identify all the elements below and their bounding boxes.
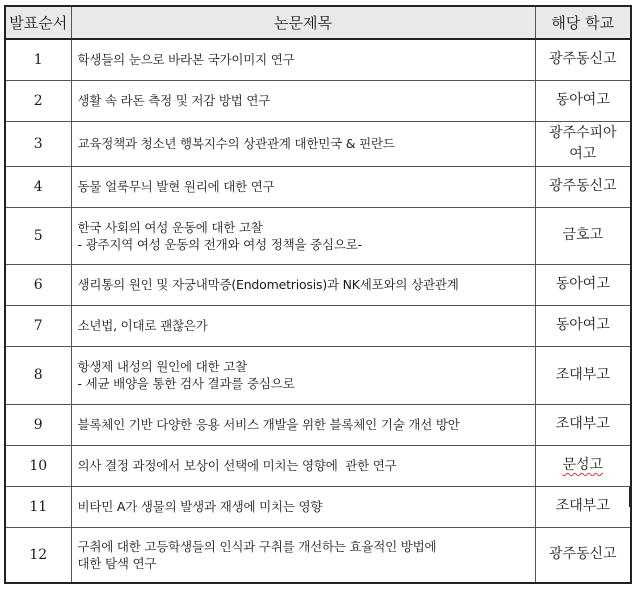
header-school: 해당 학교 xyxy=(535,6,631,39)
school-name xyxy=(535,39,631,80)
table-row xyxy=(5,527,631,583)
table-row xyxy=(5,80,631,121)
paper-title-line: - 광주지역 여성 운동의 전개와 여성 정책을 중심으로- xyxy=(77,236,362,252)
paper-title xyxy=(71,404,535,445)
school-name-line: 여고 xyxy=(569,145,597,162)
row-number: 8 xyxy=(5,346,71,404)
paper-title-line: 동물 얼룩무늬 발현 원리에 대한 연구 xyxy=(77,179,275,194)
paper-title xyxy=(71,445,535,486)
school-name-line: 동아여고 xyxy=(555,317,610,333)
row-number: 2 xyxy=(5,80,71,121)
table-edge-mark xyxy=(629,487,631,507)
paper-title xyxy=(71,264,535,305)
paper-title-line: 교육정책과 청소년 행복지수의 상관관계 대한민국 & 핀란드 xyxy=(77,136,395,151)
paper-title xyxy=(71,166,535,207)
header-title: 논문제목 xyxy=(71,6,535,39)
paper-title-line: 대한 탐색 연구 xyxy=(77,555,157,571)
table-header-row xyxy=(5,6,631,39)
school-name-line: 동아여고 xyxy=(555,92,610,108)
school-name-line: 조대부고 xyxy=(555,366,610,383)
table-row xyxy=(5,39,631,80)
school-name xyxy=(535,445,631,486)
school-name xyxy=(535,80,631,121)
row-number: 3 xyxy=(5,121,71,166)
school-name-line: 광주동신고 xyxy=(548,51,617,68)
row-number: 1 xyxy=(5,39,71,80)
row-number: 12 xyxy=(5,527,71,583)
school-name xyxy=(535,404,631,445)
school-name xyxy=(535,264,631,305)
paper-title-line: 구취에 대한 고등학생들의 인식과 구취를 개선하는 효율적인 방법에 xyxy=(77,538,437,554)
paper-title xyxy=(71,39,535,80)
paper-title-line: 의사 결정 과정에서 보상이 선택에 미치는 영향에 관한 연구 xyxy=(77,458,397,473)
table-row xyxy=(5,404,631,445)
table-row xyxy=(5,305,631,346)
paper-title-line: 한국 사회의 여성 운동에 대한 고찰 xyxy=(77,219,263,235)
table-row xyxy=(5,166,631,207)
table-row xyxy=(5,207,631,264)
school-name xyxy=(535,166,631,207)
school-name xyxy=(535,121,631,166)
row-number: 5 xyxy=(5,207,71,264)
table-row xyxy=(5,121,631,166)
school-name-line: 동아여고 xyxy=(555,276,610,292)
school-name-line: 광주수피아 xyxy=(548,124,617,141)
school-name-line: 조대부고 xyxy=(555,416,610,432)
paper-title-line: 생리통의 원인 및 자궁내막증(Endometriosis)과 NK세포와의 상관관계 xyxy=(77,277,459,292)
presentation-schedule-table xyxy=(4,5,632,584)
row-number: 6 xyxy=(5,264,71,305)
paper-title-line: 생활 속 라돈 측정 및 저감 방법 연구 xyxy=(77,93,271,108)
paper-title-line: 블록체인 기반 다양한 응용 서비스 개발을 위한 블록체인 기술 개선 방안 xyxy=(77,417,460,432)
table-row xyxy=(5,264,631,305)
school-name-line: 문성고 xyxy=(562,457,604,473)
row-number: 7 xyxy=(5,305,71,346)
table-row xyxy=(5,445,631,486)
school-name xyxy=(535,486,631,527)
row-number: 10 xyxy=(5,445,71,486)
paper-title xyxy=(71,121,535,166)
paper-title-line: 소년법, 이대로 괜찮은가 xyxy=(77,318,208,333)
school-name-line: 광주동신고 xyxy=(548,178,617,194)
school-name xyxy=(535,207,631,264)
row-number: 11 xyxy=(5,486,71,527)
school-name-line: 금호고 xyxy=(562,227,604,243)
paper-title xyxy=(71,346,535,404)
row-number: 9 xyxy=(5,404,71,445)
paper-title xyxy=(71,305,535,346)
paper-title xyxy=(71,80,535,121)
paper-title xyxy=(71,527,535,583)
paper-title-line: 항생제 내성의 원인에 대한 고찰 xyxy=(77,359,247,374)
paper-title xyxy=(71,486,535,527)
school-name-line: 광주동신고 xyxy=(548,546,617,563)
paper-title-line: - 세균 배양을 통한 검사 결과를 중심으로 xyxy=(77,376,295,391)
school-name xyxy=(535,305,631,346)
paper-title-line: 학생들의 눈으로 바라본 국가이미지 연구 xyxy=(77,52,295,68)
school-name-line: 조대부고 xyxy=(555,498,610,514)
table-row xyxy=(5,486,631,527)
header-order: 발표순서 xyxy=(5,6,71,39)
table-row xyxy=(5,346,631,404)
school-name xyxy=(535,346,631,404)
paper-title-line: 비타민 A가 생물의 발생과 재생에 미치는 영향 xyxy=(77,499,323,514)
paper-title xyxy=(71,207,535,264)
row-number: 4 xyxy=(5,166,71,207)
school-name xyxy=(535,527,631,583)
